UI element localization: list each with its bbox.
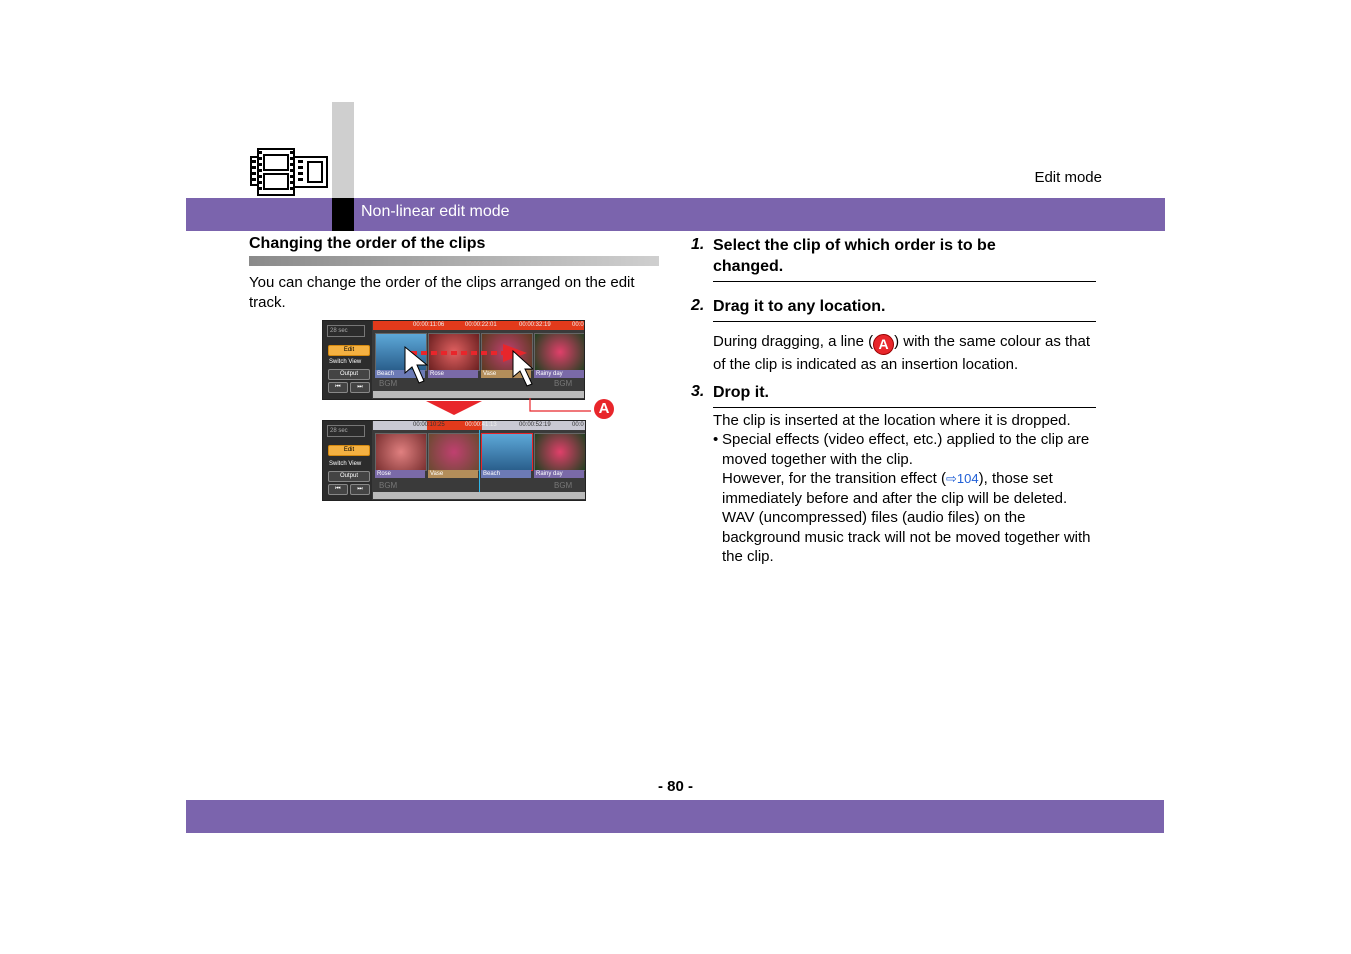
bullet-note [722,430,1100,567]
header-gray-tab [332,102,354,198]
film-strip-icon [250,146,330,198]
bgm-track-label: BGM [379,379,398,388]
output-button[interactable]: Output [328,471,370,482]
edit-button[interactable]: Edit [328,345,370,356]
timecode: 00:00:11:06 [413,322,445,328]
step-title: Drag it to any location. [713,298,886,315]
section-title: Non-linear edit mode [361,203,510,220]
edit-button[interactable]: Edit [328,445,370,456]
skip-forward-button[interactable]: ⏭ [350,382,370,393]
step2-body [713,332,1098,375]
clip-label: Beach [481,470,531,478]
step-title: Drop it. [713,384,769,401]
timeline-scrollbar[interactable] [373,492,585,499]
timecode: 00:00:32:19 [519,322,551,328]
section-bar-black-block [332,198,354,231]
step-number: 2. [691,297,705,314]
clip-label: Rainy day [534,470,584,478]
duration-field: 28 sec [327,325,365,337]
skip-forward-button[interactable]: ⏭ [350,484,370,495]
timecode: 00:00:10:25 [413,422,445,428]
bgm-track-label: BGM [379,481,398,490]
bullet-line-2-before: However, for the transition effect ( [722,470,946,487]
chapter-label: Edit mode [1034,169,1102,186]
footer-bar [186,800,1164,833]
bullet-line-3: WAV (uncompressed) files (audio files) on the background music track will not be moved together with the clip. [722,509,1091,565]
callout-a-icon: A [594,399,614,419]
timeline-screenshot-after [322,420,586,501]
marker-a-icon: A [873,334,894,355]
output-button[interactable]: Output [328,369,370,380]
timecode: 00:0 [572,322,584,328]
clip-thumbnail-beach[interactable] [481,433,533,471]
switch-view-label: Switch View [329,461,362,467]
step-divider [713,407,1096,408]
bgm-track-label: BGM [554,481,573,490]
skip-back-button[interactable]: ⏮ [328,382,348,393]
step2-text-before: During dragging, a line ( [713,333,874,350]
drag-arrow-icon [403,341,533,392]
step-divider [713,281,1096,282]
step-title: Select the clip of which order is to be changed. [713,237,996,275]
timecode: 00:00:52:19 [519,422,551,428]
clip-label: Rainy day [534,370,584,378]
clip-label: Vase [428,470,478,478]
left-intro: You can change the order of the clips arranged on the edit track. [249,274,635,311]
clip-label: Vase [481,370,531,378]
control-panel [323,421,372,500]
timecode: 00:00:22:01 [465,322,497,328]
clip-thumbnail-vase[interactable] [428,433,480,471]
step-number: 1. [691,236,705,253]
bullet-marker: • [713,431,719,448]
duration-field: 28 sec [327,425,365,437]
timeline-screenshot-before [322,320,585,400]
down-arrow-icon [426,401,482,420]
heading-gradient-rule [249,256,659,266]
xref-page-link[interactable]: 104 [956,471,979,486]
bullet-line-2-after: ), those set immediately before and after the clip will be deleted. [722,470,1068,507]
page-number: - 80 - [657,778,693,795]
step-number: 3. [691,383,705,400]
playhead-line [479,430,480,492]
timecode: 00:00:41:13 [465,422,497,428]
clip-thumbnail-rose[interactable] [375,433,427,471]
timeline-scrollbar[interactable] [373,391,584,398]
bgm-track-label: BGM [554,379,573,388]
switch-view-label: Switch View [329,359,362,365]
clip-thumbnail-rainy-day[interactable] [534,333,585,371]
step3-body: The clip is inserted at the location where it is dropped. [713,412,1071,429]
skip-back-button[interactable]: ⏮ [328,484,348,495]
timecode: 00:0 [572,422,584,428]
clip-label: Rose [375,470,425,478]
step2-text-after: ) with the same colour as that of the clip is indicated as an insertion location. [713,333,1091,373]
clip-label: Rose [428,370,478,378]
xref-arrow-icon[interactable]: ⇨ [946,471,957,486]
clip-label: Beach [375,370,425,378]
control-panel [323,321,372,399]
clip-thumbnail-rainy-day[interactable] [534,433,586,471]
bullet-line-1: Special effects (video effect, etc.) applied to the clip are moved together with the clip. [722,431,1090,468]
left-heading: Changing the order of the clips [249,235,486,252]
step-divider [713,321,1096,322]
